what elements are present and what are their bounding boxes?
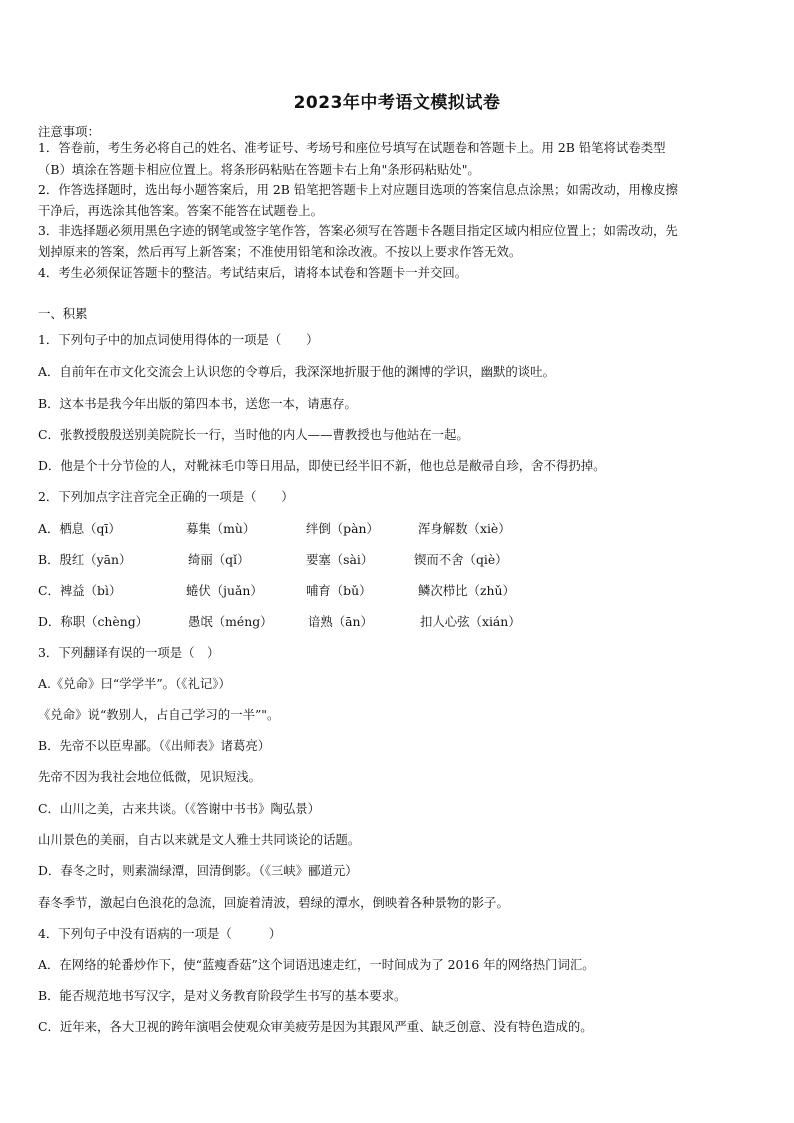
section-heading: 一、积累: [38, 306, 88, 321]
pinyin-item: 浑身解数（xiè）: [418, 521, 511, 536]
pinyin-item: D．称职（chèng）: [38, 614, 149, 629]
notice-line: 2．作答选择题时，选出每小题答案后，用 2B 铅笔把答题卡上对应题目选项的答案信息点涂黑；如需改动，用橡皮擦: [38, 182, 678, 197]
notice-line: （B）填涂在答题卡相应位置上。将条形码粘贴在答题卡右上角"条形码粘贴处"。: [38, 162, 480, 177]
option-a: A.《兑命》曰“学学半”。（《礼记》）: [38, 676, 231, 691]
notice-line: 划掉原来的答案，然后再写上新答案；不准使用铅笔和涂改液。不按以上要求作答无效。: [38, 244, 522, 259]
pinyin-item: 扣人心弦（xián）: [420, 614, 521, 629]
pinyin-item: 绮丽（qǐ）: [188, 552, 250, 567]
pinyin-item: 募集（mù）: [186, 521, 256, 536]
question-stem: 4．下列句子中没有语病的一项是（ ）: [38, 926, 282, 941]
option-c: C．近年来，各大卫视的跨年演唱会使观众审美疲劳是因为其跟风严重、缺乏创意、没有特色造成的。: [38, 1019, 593, 1034]
option-b: B．这本书是我今年出版的第四本书，送您一本，请惠存。: [38, 396, 357, 411]
pinyin-item: 鳞次栉比（zhǔ）: [418, 583, 515, 598]
option-b: B．能否规范地书写汉字，是对义务教育阶段学生书写的基本要求。: [38, 988, 407, 1003]
pinyin-item: 谙熟（ān）: [308, 614, 373, 629]
pinyin-item: A．栖息（qī）: [38, 521, 121, 536]
pinyin-item: 哺育（bǔ）: [306, 583, 372, 598]
notice-line: 1．答卷前，考生务必将自己的姓名、准考证号、考场号和座位号填写在试题卷和答题卡上。用 2B 铅笔将试卷类型: [38, 140, 666, 155]
translation-text: 先帝不因为我社会地位低微，见识短浅。: [38, 769, 262, 784]
question-stem: 3．下列翻译有误的一项是（ ）: [38, 645, 220, 660]
pinyin-item: 锲而不舍（qiè）: [414, 552, 508, 567]
page-title: 2023年中考语文模拟试卷: [293, 93, 501, 113]
pinyin-item: B．殷红（yān）: [38, 552, 132, 567]
option-c: C．山川之美，古来共谈。（《答谢中书书》陶弘景）: [38, 801, 321, 816]
pinyin-item: C．裨益（bì）: [38, 583, 122, 598]
pinyin-item: 要塞（sài）: [306, 552, 374, 567]
notice-line: 4．考生必须保证答题卡的整洁。考试结束后，请将本试卷和答题卡一并交回。: [38, 265, 468, 280]
pinyin-item: 绊倒（pàn）: [306, 521, 379, 536]
notice-line: 干净后，再选涂其他答案。答案不能答在试题卷上。: [38, 203, 323, 218]
option-a: A．自前年在市文化交流会上认识您的令尊后，我深深地折服于他的渊博的学识，幽默的谈吐。: [38, 364, 555, 379]
option-a: A．在网络的轮番炒作下，使“蓝瘦香菇”这个词语迅速走红，一时间成为了 2016 年的网络热门词汇。: [38, 957, 595, 972]
pinyin-item: 愚氓（méng）: [188, 614, 273, 629]
question-stem: 2．下列加点字注音完全正确的一项是（ ）: [38, 489, 294, 504]
option-b: B．先帝不以臣卑鄙。（《出师表》诸葛亮）: [38, 738, 271, 753]
option-d: D．春冬之时，则素湍绿潭，回清倒影。（《三峡》郦道元）: [38, 863, 358, 878]
question-stem: 1．下列句子中的加点词使用得体的一项是（ ）: [38, 332, 319, 347]
option-d: D．他是个十分节俭的人，对靴袜毛巾等日用品，即使已经半旧不新，他也总是敝帚自珍，舍不得扔掉。: [38, 458, 606, 473]
translation-text: 山川景色的美丽，自古以来就是文人雅士共同谈论的话题。: [38, 832, 361, 847]
translation-text: 春冬季节，激起白色浪花的急流，回旋着清波，碧绿的潭水，倒映着各种景物的影子。: [38, 895, 509, 910]
notice-heading: 注意事项：: [38, 124, 100, 139]
pinyin-item: 蜷伏（juǎn）: [186, 583, 263, 598]
notice-line: 3．非选择题必须用黑色字迹的钢笔或签字笔作答，答案必须写在答题卡各题目指定区域内相应位置上；如需改动，先: [38, 223, 678, 238]
translation-text: 《兑命》说“教别人，占自己学习的一半”"。: [38, 707, 280, 722]
option-c: C．张教授殷殷送别美院院长一行，当时他的内人——曹教授也与他站在一起。: [38, 427, 469, 442]
